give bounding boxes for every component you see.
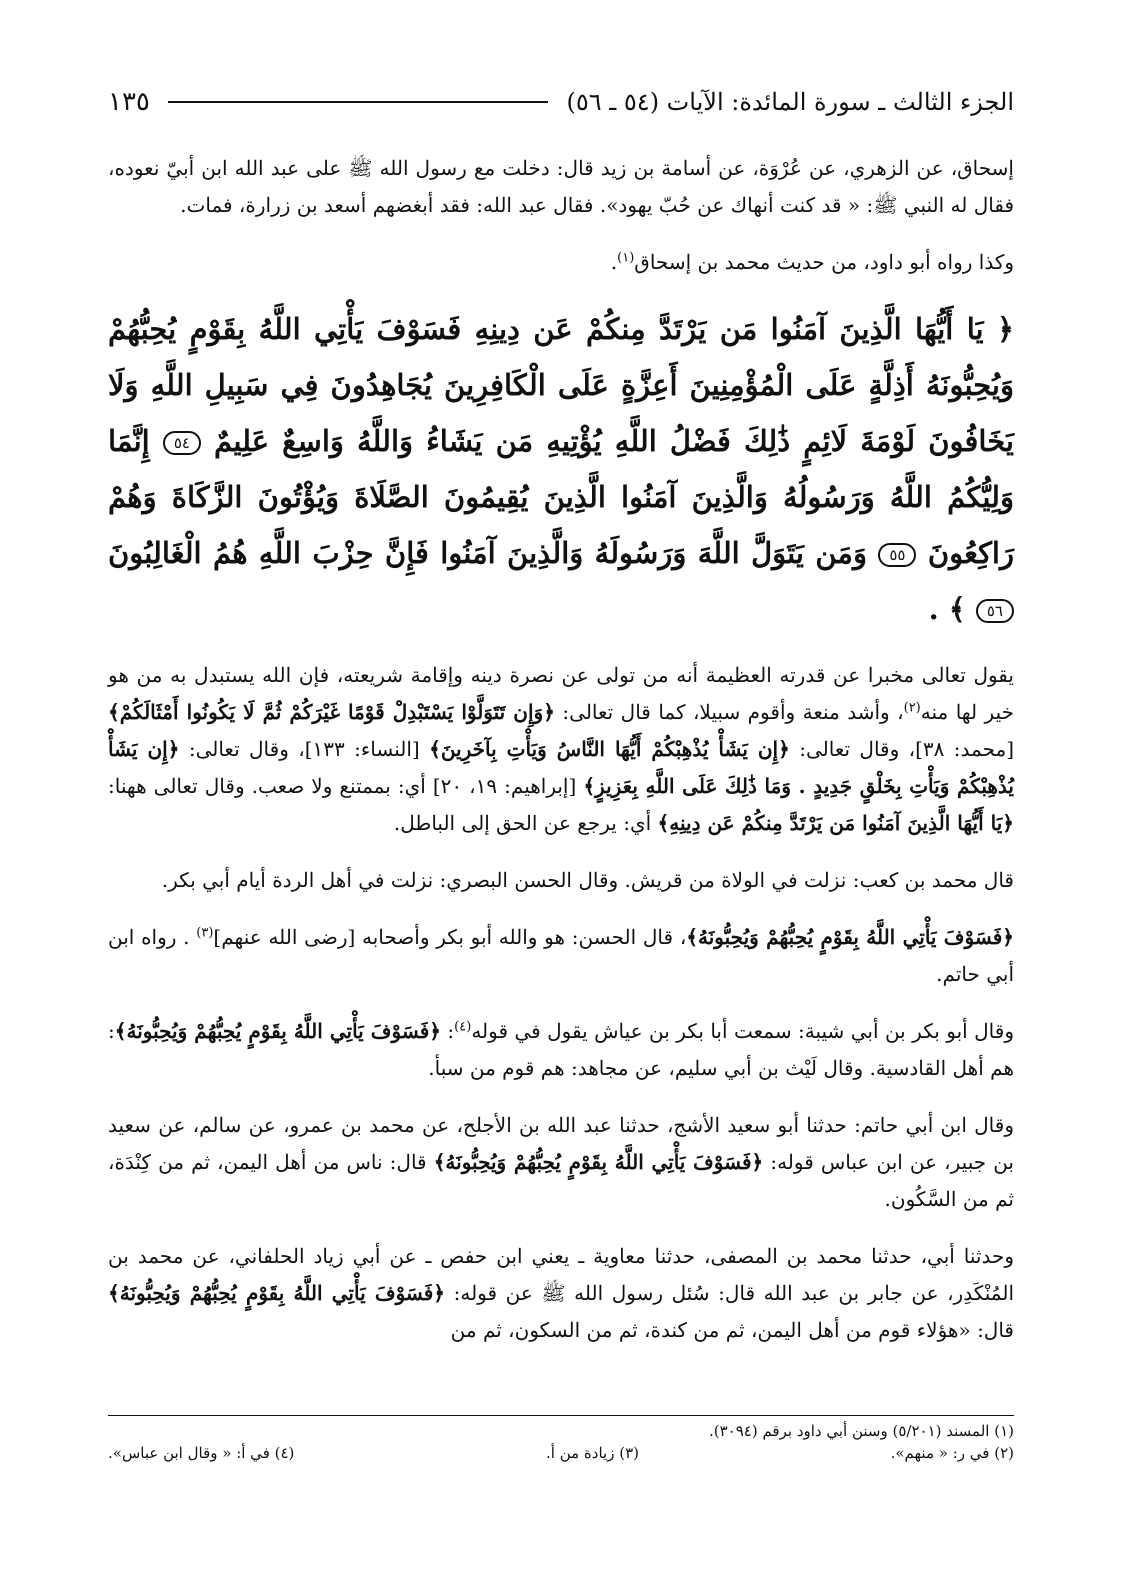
footnote-3: (٣) زيادة من أ. — [546, 1444, 639, 1462]
paragraph-3 — [108, 657, 1014, 842]
paragraph-2 — [108, 244, 1014, 281]
footnote-ref-2[interactable]: (٢) — [903, 700, 921, 716]
p3-text-b: ، وأشد منعة وأقوم سبيلا، كما قال تعالى: — [554, 700, 904, 724]
paragraph-1: إسحاق، عن الزهري، عن عُرْوَة، عن أسامة بن زيد قال: دخلت مع رسول الله ﷺ على عبد الله ابن أبيّ نعوده، فقال له النبي ﷺ: « قد كنت أنهاك عن حُبّ يهود». فقال عبد الله: فقد أبغضهم أسعد بن زرارة، فمات. — [108, 156, 1014, 217]
p5-quote: ﴿فَسَوْفَ يَأْتِي اللَّهُ بِقَوْمٍ يُحِبُّهُمْ وَيُحِبُّونَهُ﴾ — [686, 925, 1014, 949]
p3-text-e: [إبراهيم: ١٩، ٢٠] أي: بممتنع ولا صعب. وقال تعالى ههنا: — [108, 774, 584, 798]
footnote-1: (١) المسند (٥/٢٠١) وسنن أبي داود برقم (٣٠٩٤). — [708, 1422, 1014, 1440]
page-body — [108, 130, 1014, 1369]
p7-quote: ﴿فَسَوْفَ يَأْتِي اللَّهُ بِقَوْمٍ يُحِبُّهُمْ وَيُحِبُّونَهُ﴾ — [433, 1150, 764, 1174]
verse-55-text: إِنَّمَا وَلِيُّكُمُ اللَّهُ وَرَسُولُهُ وَالَّذِينَ آمَنُوا الَّذِينَ يُقِيمُونَ الصَّلَاةَ وَيُؤْتُونَ الزَّكَاةَ وَهُمْ رَاكِعُونَ — [108, 424, 1014, 570]
p7-text-a: وقال ابن أبي حاتم: حدثنا أبو سعيد الأشج، حدثنا عبد الله بن الأجلح، عن محمد بن عمرو، عن سالم، عن سعيد بن جبير، عن ابن عباس قوله: — [108, 1113, 1014, 1174]
verse-close-bracket: ﴾ . — [928, 592, 966, 626]
page-header — [108, 82, 1014, 122]
paragraph-6 — [108, 1013, 1014, 1087]
footnotes — [108, 1415, 1014, 1464]
p7-text-b: قال: ناس من أهل اليمن، ثم من كِنْدَة، ثم من السَّكُون. — [108, 1150, 1014, 1211]
footnote-ref-1[interactable]: (١) — [617, 250, 635, 266]
quote-maidah-54: ﴿يَا أَيُّهَا الَّذِينَ آمَنُوا مَن يَرْتَدَّ مِنكُمْ عَن دِينِهِ﴾ — [657, 811, 1014, 835]
quote-nisa-133: ﴿إِن يَشَأْ يُذْهِبْكُمْ أَيُّهَا النَّاسُ وَيَأْتِ بِآخَرِينَ﴾ — [429, 737, 790, 761]
p8-text-a: وحدثنا أبي، حدثنا محمد بن المصفى، حدثنا معاوية ـ يعني ابن حفص ـ عن أبي زياد الحلفاني، عن محمد بن المُنْكَدِر، عن جابر بن عبد الله قال: سُئل رسول الله ﷺ عن قوله: — [108, 1244, 1015, 1305]
quote-muhammad-38: ﴿وَإِن تَتَوَلَّوْا يَسْتَبْدِلْ قَوْمًا غَيْرَكُمْ ثُمَّ لَا يَكُونُوا أَمْثَالَكُمْ﴾ — [108, 700, 555, 724]
ayah-number-55: ٥٥ — [878, 543, 916, 567]
ayah-number-54: ٥٤ — [163, 431, 201, 455]
verse-56-text: وَمَن يَتَوَلَّ اللَّهَ وَرَسُولَهُ وَالَّذِينَ آمَنُوا فَإِنَّ حِزْبَ اللَّهِ هُمُ الْغَالِبُونَ — [108, 536, 867, 570]
paragraph-4: قال محمد بن كعب: نزلت في الولاة من قريش. وقال الحسن البصري: نزلت في أهل الردة أيام أبي بكر. — [161, 868, 1014, 892]
paragraph-7 — [108, 1107, 1014, 1218]
p5-text-b: . رواه ابن أبي حاتم. — [108, 925, 1014, 986]
p6-quote: ﴿فَسَوْفَ يَأْتِي اللَّهُ بِقَوْمٍ يُحِبُّهُمْ وَيُحِبُّونَهُ﴾ — [114, 1019, 441, 1043]
page-number: ١٣٥ — [108, 87, 150, 117]
footnote-2: (٢) في ر: « منهم». — [890, 1444, 1014, 1462]
p3-text-f: أي: يرجع عن الحق إلى الباطل. — [393, 811, 658, 835]
p3-text-c: [محمد: ٣٨]، وقال تعالى: — [789, 737, 1014, 761]
verse-open-bracket: ﴿ — [996, 312, 1014, 346]
paragraph-5 — [108, 919, 1014, 993]
p3-text-d: [النساء: ١٣٣]، وقال تعالى: — [179, 737, 430, 761]
p3-text-a: يقول تعالى مخبرا عن قدرته العظيمة أنه من تولى عن نصرة دينه وإقامة شريعته، فإن الله يستبدل به من هو خير لها منه — [108, 663, 1014, 724]
footnote-row-1 — [108, 1420, 1014, 1442]
footnote-ref-3[interactable]: (٣) — [196, 925, 214, 941]
verse-54-text: يَا أَيُّهَا الَّذِينَ آمَنُوا مَن يَرْتَدَّ مِنكُمْ عَن دِينِهِ فَسَوْفَ يَأْتِي اللَّهُ بِقَوْمٍ يُحِبُّهُمْ وَيُحِبُّونَهُ أَذِلَّةٍ عَلَى الْمُؤْمِنِينَ أَعِزَّةٍ عَلَى الْكَافِرِينَ يُجَاهِدُونَ فِي سَبِيلِ اللَّهِ وَلَا يَخَافُونَ لَوْمَةَ لَائِمٍ ذَٰلِكَ فَضْلُ اللَّهِ يُؤْتِيهِ مَن يَشَاءُ وَاللَّهُ وَاسِعٌ عَلِيمٌ — [108, 312, 1014, 458]
paragraph-8 — [108, 1238, 1014, 1349]
footnote-4: (٤) في أ: « وقال ابن عباس». — [108, 1444, 295, 1462]
quote-ibrahim-19-20: ﴿إِن يَشَأْ يُذْهِبْكُمْ وَيَأْتِ بِخَلْقٍ جَدِيدٍ . وَمَا ذَٰلِكَ عَلَى اللَّهِ بِعَزِيزٍ﴾ — [108, 737, 1015, 798]
running-title: الجزء الثالث ـ سورة المائدة: الآيات (٥٤ ـ ٥٦) — [566, 88, 1014, 116]
footnote-row-2 — [108, 1442, 1014, 1464]
p6-text-c: : هم أهل القادسية. وقال لَيْث بن أبي سليم، عن مجاهد: هم قوم من سبأ. — [108, 1019, 1014, 1080]
ayah-number-56: ٥٦ — [976, 599, 1014, 623]
p6-text-a: وقال أبو بكر بن أبي شيبة: سمعت أبا بكر بن عياش يقول في قوله — [471, 1019, 1014, 1043]
footnote-ref-4[interactable]: (٤) — [454, 1019, 472, 1035]
paragraph-2-end: . — [610, 250, 618, 274]
p8-quote: ﴿فَسَوْفَ يَأْتِي اللَّهُ بِقَوْمٍ يُحِبُّهُمْ وَيُحِبُّونَهُ﴾ — [108, 1281, 446, 1305]
p5-text-a: ، قال الحسن: هو والله أبو بكر وأصحابه [رضى الله عنهم] — [213, 925, 687, 949]
p8-text-b: قال: «هؤلاء قوم من أهل اليمن، ثم من كندة، ثم من السكون، ثم من — [450, 1318, 1014, 1342]
paragraph-2-text: وكذا رواه أبو داود، من حديث محمد بن إسحاق — [634, 250, 1014, 274]
p6-text-b: : — [440, 1019, 455, 1043]
header-rule — [168, 101, 549, 103]
quran-verse-block — [108, 301, 1014, 637]
